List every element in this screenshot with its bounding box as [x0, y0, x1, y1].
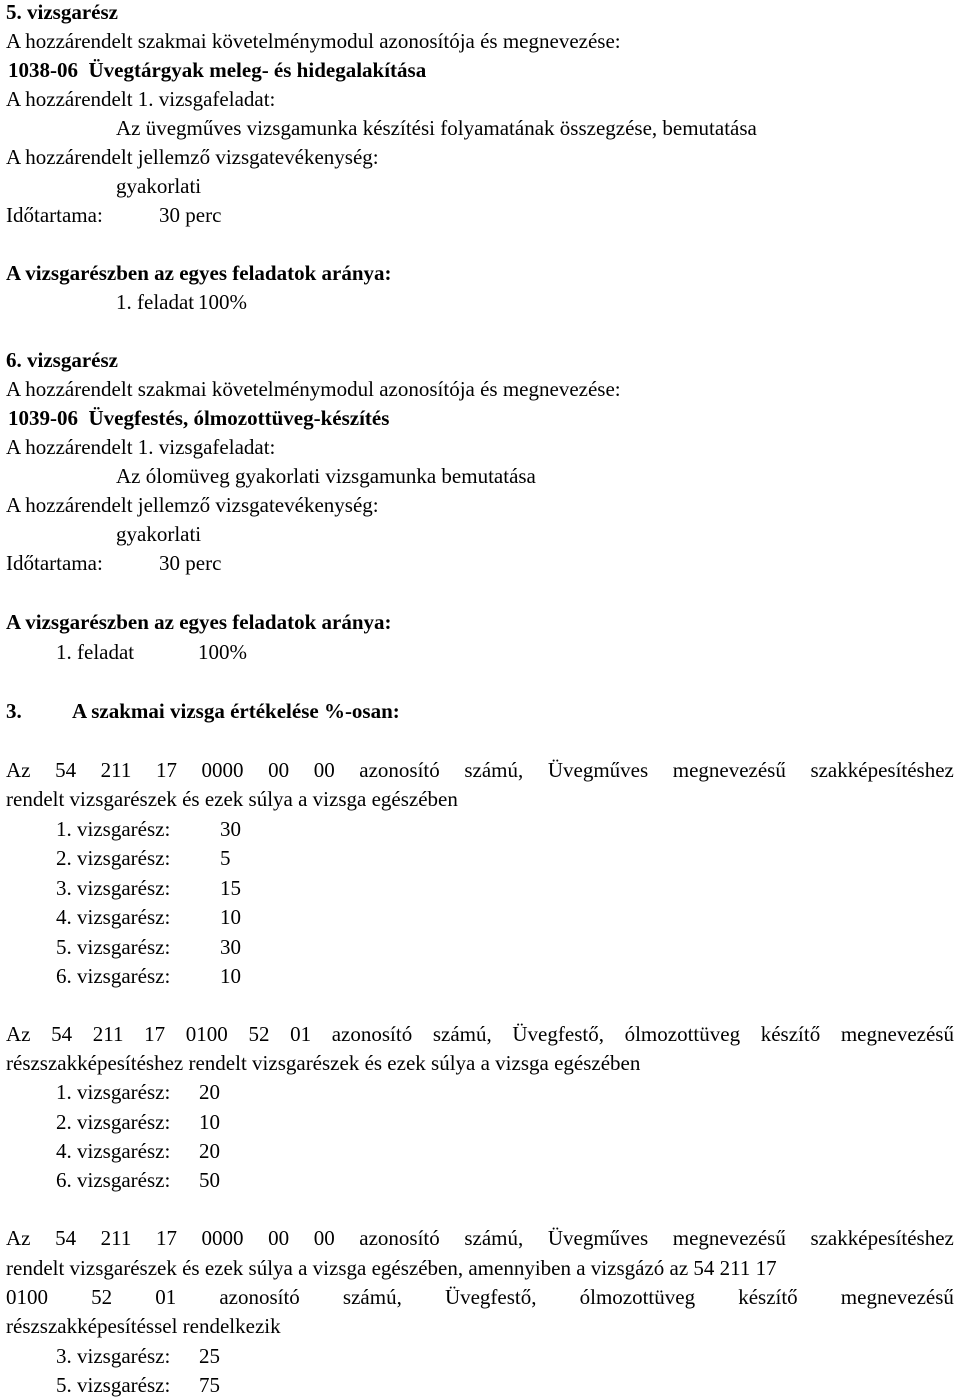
word: 00 — [313, 758, 335, 782]
block-2-line-2: részszakképesítéshez rendelt vizsgarészek és ezek súlya a vizsga egészében — [6, 1051, 641, 1075]
block-1-item-label: 1. vizsgarész: — [56, 817, 171, 841]
block-1-item-value: 10 — [220, 964, 241, 988]
block-1-item-value: 10 — [220, 905, 241, 929]
word: 17 — [144, 1022, 166, 1046]
word: megnevezésű — [840, 1285, 954, 1309]
block-2-item-label: 2. vizsgarész: — [56, 1110, 171, 1134]
word: 211 — [100, 758, 132, 782]
section-5-module-name: 1038-06 Üvegtárgyak meleg- és hidegalakítása — [8, 58, 427, 82]
section-6-ratio-task: 1. feladat — [56, 640, 135, 664]
block-3-line-1 — [6, 1226, 954, 1250]
word: szakképesítéshez — [810, 1226, 954, 1250]
block-2-item-label: 1. vizsgarész: — [56, 1080, 171, 1104]
section-5-duration-value: 30 perc — [159, 203, 222, 227]
block-3-line-4: részszakképesítéssel rendelkezik — [6, 1314, 281, 1338]
word: 17 — [155, 1226, 177, 1250]
block-1-item-label: 2. vizsgarész: — [56, 846, 171, 870]
word: számú, — [464, 758, 524, 782]
word: Üvegfestő, — [444, 1285, 537, 1309]
word: 01 — [290, 1022, 312, 1046]
word: 0100 — [6, 1285, 48, 1309]
word: Üvegfestő, — [512, 1022, 604, 1046]
section-6-activity-label: A hozzárendelt jellemző vizsgatevékenység: — [6, 493, 379, 517]
word: Üvegműves — [547, 758, 649, 782]
section-5-activity-value: gyakorlati — [116, 174, 202, 198]
block-1-line-2: rendelt vizsgarészek és ezek súlya a vizsga egészében — [6, 787, 458, 811]
block-2-item-value: 20 — [199, 1139, 220, 1163]
word: készítő — [760, 1022, 821, 1046]
block-1-item-value: 15 — [220, 876, 241, 900]
block-1-item-label: 4. vizsgarész: — [56, 905, 171, 929]
word: 0000 — [201, 758, 244, 782]
block-3-item-label: 3. vizsgarész: — [56, 1344, 171, 1368]
section-6-module-label: A hozzárendelt szakmai követelménymodul azonosítója és megnevezése: — [6, 377, 621, 401]
block-1-item-label: 5. vizsgarész: — [56, 935, 171, 959]
word: Az — [6, 1022, 31, 1046]
word: megnevezésű — [672, 1226, 786, 1250]
section-5-module-label: A hozzárendelt szakmai követelménymodul azonosítója és megnevezése: — [6, 29, 621, 53]
section-5-heading: 5. vizsgarész — [6, 0, 118, 24]
block-3-item-label: 5. vizsgarész: — [56, 1373, 171, 1397]
section-5-ratio-value: 100% — [198, 290, 247, 314]
word: 52 — [248, 1022, 270, 1046]
section-6-task-name: Az ólomüveg gyakorlati vizsgamunka bemutatása — [116, 464, 536, 488]
word: ólmozottüveg — [579, 1285, 696, 1309]
word: készítő — [738, 1285, 798, 1309]
word: 54 — [55, 1226, 77, 1250]
block-1-line-1 — [6, 758, 954, 782]
section-6-duration-label: Időtartama: — [6, 551, 103, 575]
block-3-line-2: rendelt vizsgarészek és ezek súlya a vizsga egészében, amennyiben a vizsgázó az 54 211 17 — [6, 1256, 777, 1280]
word: megnevezésű — [840, 1022, 954, 1046]
word: 0000 — [201, 1226, 244, 1250]
word: azonosító — [359, 1226, 440, 1250]
word: 17 — [155, 758, 177, 782]
evaluation-heading-number: 3. — [6, 699, 22, 723]
word: számú, — [464, 1226, 524, 1250]
section-6-duration-value: 30 perc — [159, 551, 222, 575]
section-5-ratio-heading: A vizsgarészben az egyes feladatok aránya: — [6, 261, 392, 285]
word: Az — [6, 1226, 31, 1250]
section-5-ratio-task: 1. feladat — [116, 290, 195, 314]
word: 52 — [91, 1285, 113, 1309]
section-6-ratio-heading: A vizsgarészben az egyes feladatok aránya: — [6, 610, 392, 634]
section-5-task-label: A hozzárendelt 1. vizsgafeladat: — [6, 87, 276, 111]
block-3-item-value: 75 — [199, 1373, 220, 1397]
block-1-item-label: 3. vizsgarész: — [56, 876, 171, 900]
word: 00 — [268, 1226, 290, 1250]
word: 0100 — [185, 1022, 228, 1046]
word: ólmozottüveg — [624, 1022, 741, 1046]
section-5-duration-label: Időtartama: — [6, 203, 103, 227]
word: azonosító — [359, 758, 440, 782]
block-2-line-1 — [6, 1022, 954, 1046]
word: szakképesítéshez — [810, 758, 954, 782]
word: azonosító — [219, 1285, 300, 1309]
section-6-activity-value: gyakorlati — [116, 522, 202, 546]
block-2-item-label: 4. vizsgarész: — [56, 1139, 171, 1163]
evaluation-heading: A szakmai vizsga értékelése %-osan: — [72, 699, 400, 723]
section-6-ratio-value: 100% — [198, 640, 247, 664]
section-5-task-name: Az üvegműves vizsgamunka készítési folyamatának összegzése, bemutatása — [116, 116, 757, 140]
word: 00 — [268, 758, 290, 782]
block-3-line-3 — [6, 1285, 954, 1309]
block-1-item-value: 30 — [220, 817, 241, 841]
word: Az — [6, 758, 31, 782]
word: megnevezésű — [672, 758, 786, 782]
section-5-activity-label: A hozzárendelt jellemző vizsgatevékenység: — [6, 145, 379, 169]
word: 54 — [55, 758, 77, 782]
word: 211 — [92, 1022, 124, 1046]
word: 00 — [313, 1226, 335, 1250]
section-6-module-name: 1039-06 Üvegfestés, ólmozottüveg-készítés — [8, 406, 390, 430]
word: számú, — [432, 1022, 492, 1046]
block-1-item-value: 5 — [220, 846, 231, 870]
block-2-item-label: 6. vizsgarész: — [56, 1168, 171, 1192]
block-2-item-value: 50 — [199, 1168, 220, 1192]
block-2-item-value: 20 — [199, 1080, 220, 1104]
block-1-item-value: 30 — [220, 935, 241, 959]
block-3-item-value: 25 — [199, 1344, 220, 1368]
section-6-heading: 6. vizsgarész — [6, 348, 118, 372]
block-1-item-label: 6. vizsgarész: — [56, 964, 171, 988]
word: 54 — [51, 1022, 73, 1046]
block-2-item-value: 10 — [199, 1110, 220, 1134]
word: azonosító — [331, 1022, 413, 1046]
word: 01 — [155, 1285, 177, 1309]
word: 211 — [100, 1226, 132, 1250]
word: számú, — [342, 1285, 402, 1309]
word: Üvegműves — [547, 1226, 649, 1250]
section-6-task-label: A hozzárendelt 1. vizsgafeladat: — [6, 435, 276, 459]
